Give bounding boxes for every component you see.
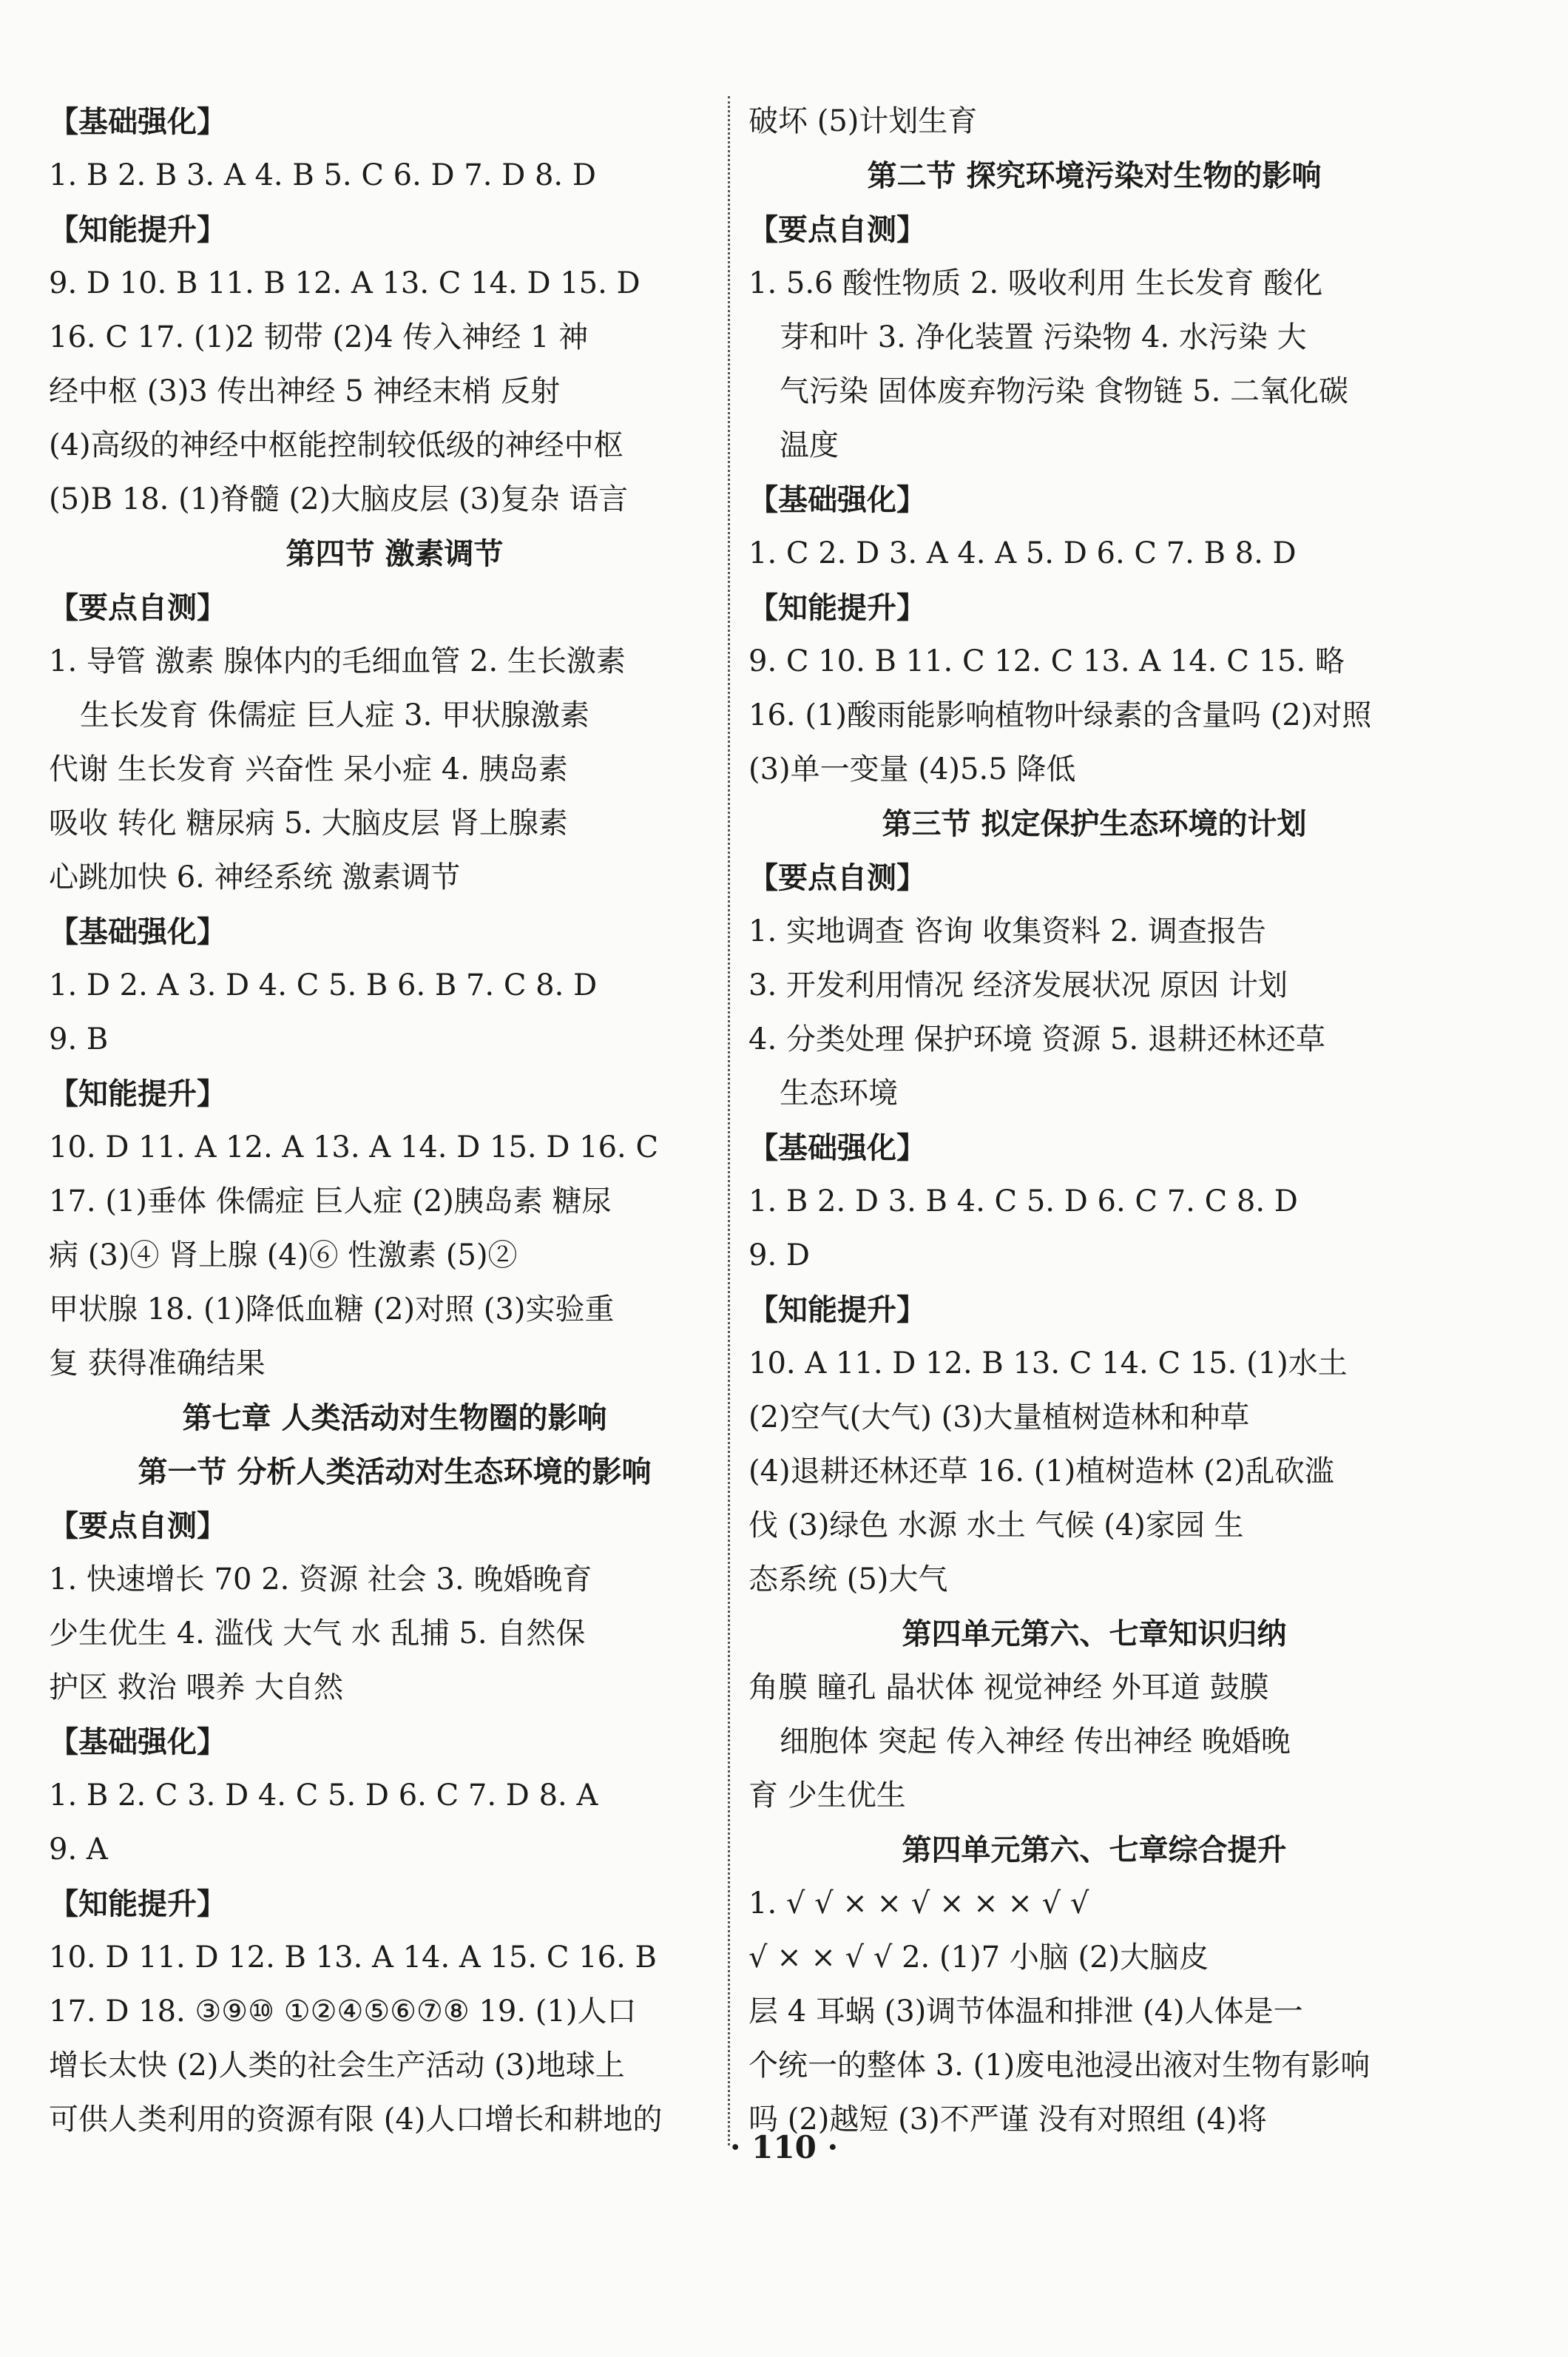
text-line: 10. A 11. D 12. B 13. C 14. C 15. (1)水土 [748, 1346, 1348, 1380]
text-line: 破坏 (5)计划生育 [748, 104, 978, 138]
text-line: 10. D 11. A 12. A 13. A 14. D 15. D 16. C [49, 1130, 659, 1164]
text-line: 3. 开发利用情况 经济发展状况 原因 计划 [748, 968, 1288, 1002]
text-line: 1. D 2. A 3. D 4. C 5. B 6. B 7. C 8. D [49, 968, 598, 1002]
text-line: 1. C 2. D 3. A 4. A 5. D 6. C 7. B 8. D [748, 536, 1297, 570]
text-line: 生长发育 侏儒症 巨人症 3. 甲状腺激素 [80, 698, 590, 732]
text-line: 伐 (3)绿色 水源 水土 气候 (4)家园 生 [748, 1508, 1244, 1542]
text-line: 心跳加快 6. 神经系统 激素调节 [49, 860, 461, 894]
text-line: 吗 (2)越短 (3)不严谨 没有对照组 (4)将 [748, 2103, 1267, 2137]
text-line: 温度 [780, 428, 839, 462]
text-line: 经中枢 (3)3 传出神经 5 神经末梢 反射 [49, 374, 561, 408]
text-line: 1. 5.6 酸性物质 2. 吸收利用 生长发育 酸化 [748, 266, 1323, 300]
text-line: 代谢 生长发育 兴奋性 呆小症 4. 胰岛素 [49, 752, 568, 786]
text-line: 9. A [49, 1832, 108, 1867]
text-line: 芽和叶 3. 净化装置 污染物 4. 水污染 大 [780, 320, 1307, 354]
text-line: 17. (1)垂体 侏儒症 巨人症 (2)胰岛素 糖尿 [49, 1184, 612, 1218]
section-heading: 第一节 分析人类活动对生态环境的影响 [138, 1454, 652, 1489]
text-line: 可供人类利用的资源有限 (4)人口增长和耕地的 [49, 2103, 663, 2137]
right-column [748, 95, 1440, 2147]
text-line: 1. √ √ × × √ × × × √ √ [748, 1886, 1089, 1921]
text-line: 护区 救治 喂养 大自然 [49, 1670, 344, 1704]
text-line: (2)空气(大气) (3)大量植树造林和种草 [748, 1400, 1250, 1434]
text-line: 层 4 耳蜗 (3)调节体温和排泄 (4)人体是一 [748, 1994, 1303, 2029]
section-heading: 第三节 拟定保护生态环境的计划 [882, 806, 1307, 841]
subsection-label: 【知能提升】 [748, 590, 926, 625]
section-heading: 第四单元第六、七章知识归纳 [902, 1616, 1287, 1651]
text-line: 1. B 2. B 3. A 4. B 5. C 6. D 7. D 8. D [49, 158, 596, 192]
text-line: 态系统 (5)大气 [748, 1562, 948, 1596]
text-line: 增长太快 (2)人类的社会生产活动 (3)地球上 [49, 2049, 625, 2083]
text-line: 1. 快速增长 70 2. 资源 社会 3. 晚婚晚育 [49, 1562, 592, 1596]
column-divider [728, 96, 730, 2145]
subsection-label: 【知能提升】 [49, 212, 226, 247]
subsection-label: 【要点自测】 [748, 860, 926, 895]
subsection-label: 【要点自测】 [49, 590, 226, 625]
text-line: √ × × √ √ 2. (1)7 小脑 (2)大脑皮 [748, 1940, 1209, 1975]
left-column [49, 95, 740, 2147]
section-heading: 第二节 探究环境污染对生物的影响 [867, 158, 1322, 193]
text-line: 1. 导管 激素 腺体内的毛细血管 2. 生长激素 [49, 644, 626, 678]
subsection-label: 【知能提升】 [748, 1292, 926, 1327]
text-line: 吸收 转化 糖尿病 5. 大脑皮层 肾上腺素 [49, 806, 568, 840]
text-line: 细胞体 突起 传入神经 传出神经 晚婚晚 [780, 1724, 1291, 1759]
text-line: 4. 分类处理 保护环境 资源 5. 退耕还林还草 [748, 1022, 1325, 1056]
text-line: (4)退耕还林还草 16. (1)植树造林 (2)乱砍滥 [748, 1454, 1334, 1488]
text-line: 1. 实地调查 咨询 收集资料 2. 调查报告 [748, 914, 1266, 948]
section-heading: 第四单元第六、七章综合提升 [902, 1832, 1287, 1867]
text-line: 10. D 11. D 12. B 13. A 14. A 15. C 16. B [49, 1940, 657, 1975]
subsection-label: 【要点自测】 [748, 212, 926, 247]
text-line: 9. C 10. B 11. C 12. C 13. A 14. C 15. 略 [748, 644, 1345, 678]
section-heading: 第七章 人类活动对生物圈的影响 [182, 1400, 607, 1435]
text-line: 9. D 10. B 11. B 12. A 13. C 14. D 15. D [49, 266, 641, 300]
text-line: 1. B 2. C 3. D 4. C 5. D 6. C 7. D 8. A [49, 1778, 598, 1813]
text-line: 病 (3)④ 肾上腺 (4)⑥ 性激素 (5)② [49, 1238, 518, 1272]
text-line: (5)B 18. (1)脊髓 (2)大脑皮层 (3)复杂 语言 [49, 482, 629, 516]
text-line: (4)高级的神经中枢能控制较低级的神经中枢 [49, 428, 624, 462]
text-line: 17. D 18. ③⑨⑩ ①②④⑤⑥⑦⑧ 19. (1)人口 [49, 1994, 637, 2029]
text-line: 少生优生 4. 滥伐 大气 水 乱捕 5. 自然保 [49, 1616, 586, 1650]
section-heading: 第四节 激素调节 [285, 536, 504, 571]
subsection-label: 【基础强化】 [49, 914, 226, 949]
subsection-label: 【基础强化】 [748, 482, 926, 517]
subsection-label: 【要点自测】 [49, 1508, 226, 1543]
text-line: 甲状腺 18. (1)降低血糖 (2)对照 (3)实验重 [49, 1292, 615, 1326]
subsection-label: 【知能提升】 [49, 1076, 226, 1111]
text-line: 育 少生优生 [748, 1778, 906, 1813]
text-line: 复 获得准确结果 [49, 1346, 266, 1380]
subsection-label: 【基础强化】 [49, 104, 226, 139]
text-line: 9. B [49, 1022, 109, 1056]
text-line: 角膜 瞳孔 晶状体 视觉神经 外耳道 鼓膜 [748, 1670, 1269, 1704]
text-line: 1. B 2. D 3. B 4. C 5. D 6. C 7. C 8. D [748, 1184, 1298, 1218]
subsection-label: 【基础强化】 [748, 1130, 926, 1165]
text-line: 16. C 17. (1)2 韧带 (2)4 传入神经 1 神 [49, 320, 589, 354]
text-line: (3)单一变量 (4)5.5 降低 [748, 752, 1076, 786]
text-line: 生态环境 [780, 1076, 898, 1110]
page-number: · 110 · [729, 2129, 839, 2165]
text-line: 气污染 固体废弃物污染 食物链 5. 二氧化碳 [780, 374, 1349, 408]
subsection-label: 【基础强化】 [49, 1724, 226, 1759]
text-line: 个统一的整体 3. (1)废电池浸出液对生物有影响 [748, 2049, 1371, 2083]
subsection-label: 【知能提升】 [49, 1886, 226, 1921]
text-line: 9. D [748, 1238, 810, 1272]
text-line: 16. (1)酸雨能影响植物叶绿素的含量吗 (2)对照 [748, 698, 1372, 732]
